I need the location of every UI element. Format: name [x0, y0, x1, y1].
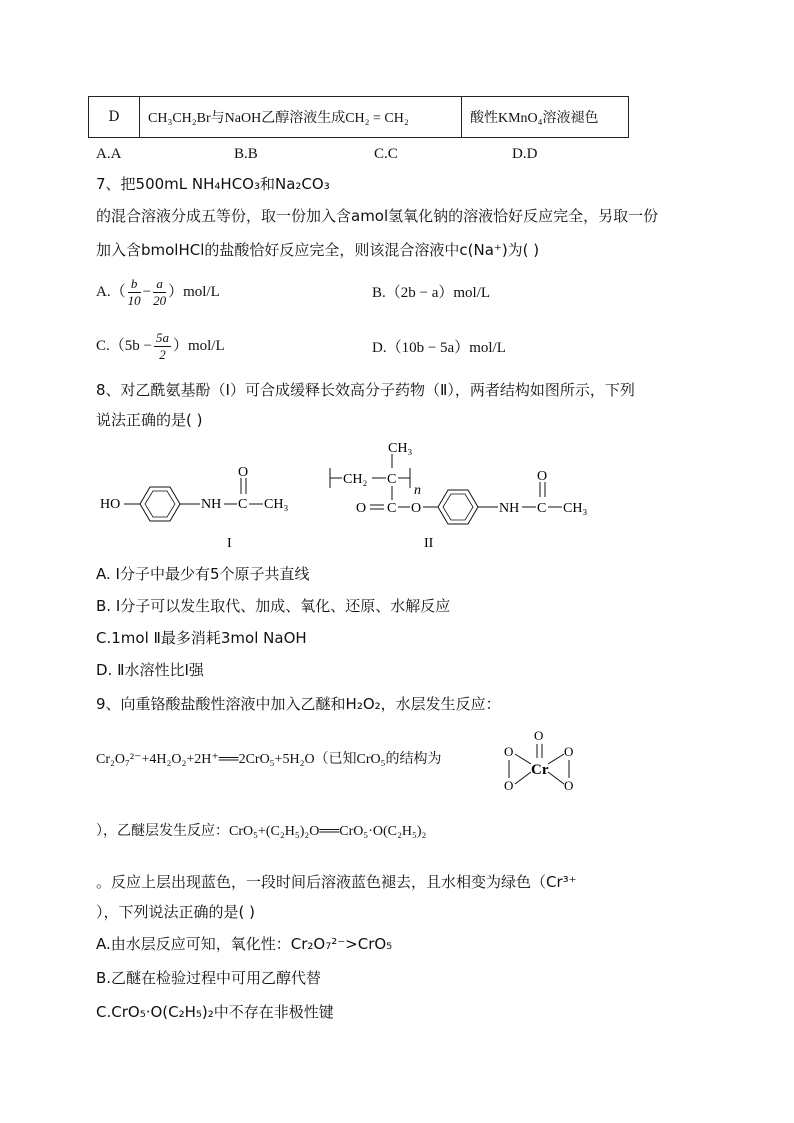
option-table — [88, 96, 629, 138]
struct-II-ch2: CH₂ — [343, 472, 368, 487]
struct-II-label: II — [424, 536, 434, 551]
q9-eq1: Cr₂O₇²⁻+4H₂O₂+2H⁺══2CrO₅+5H₂O（已知CrO₅的结构为 — [96, 752, 442, 767]
benzene-ring — [438, 490, 478, 524]
cro5-o: O — [564, 778, 574, 793]
bond — [515, 772, 531, 784]
struct-I-label: I — [227, 536, 232, 551]
cro5-o: O — [504, 778, 514, 793]
fraction-numerator: b — [128, 276, 141, 293]
fraction-5a-2 — [154, 330, 171, 363]
struct-II-o-link: O — [411, 501, 422, 516]
row-result: 酸性KMnO₄溶液褪色 — [462, 97, 629, 138]
q7-option-c-suffix: ）mol/L — [172, 338, 225, 354]
q9-eq2: ），乙醚层发生反应：CrO₅+(C₂H₅)₂O══CrO₅·O(C₂H₅)₂ — [96, 824, 427, 839]
benzene-ring — [140, 487, 180, 521]
struct-II-c3: C — [537, 501, 547, 516]
bond — [548, 754, 564, 764]
cro5-o: O — [504, 744, 514, 759]
row-reaction: CH₃CH₂Br与NaOH乙醇溶液生成CH₂ = CH₂ — [140, 97, 462, 138]
struct-II-ch3-top: CH₃ — [388, 441, 413, 456]
struct-II-ch3: CH₃ — [563, 501, 588, 516]
cro5-cr: Cr — [531, 762, 549, 778]
prev-option-c: C.C — [374, 146, 398, 162]
q9-option-a: A.由水层反应可知，氧化性：Cr₂O₇²⁻>CrO₅ — [96, 935, 393, 953]
q7-option-c — [96, 328, 225, 364]
fraction-b-10 — [128, 276, 141, 309]
struct-II-nh: NH — [499, 501, 520, 516]
struct-I-ho: HO — [100, 497, 121, 512]
q8-option-d: D. Ⅱ水溶性比Ⅰ强 — [96, 661, 204, 679]
row-label: D — [89, 97, 140, 138]
q8-line2: 说法正确的是( ) — [96, 411, 203, 429]
struct-II-c2: C — [387, 501, 397, 516]
q7-option-a-prefix: A.（ — [96, 284, 126, 300]
cro5-structure-diagram — [500, 726, 590, 798]
struct-I-ch3: CH₃ — [264, 497, 289, 512]
struct-I-nh: NH — [201, 497, 222, 512]
q7-option-d: D.（10b − 5a）mol/L — [372, 340, 506, 356]
q9-line5: ），下列说法正确的是( ) — [96, 903, 255, 921]
cro5-o: O — [534, 728, 544, 743]
q7-option-b: B.（2b − a）mol/L — [372, 285, 491, 301]
fraction-denominator: 2 — [159, 347, 166, 363]
benzene-ring-inner — [443, 494, 473, 520]
benzene-ring-inner — [145, 491, 175, 517]
fraction-numerator: 5a — [155, 330, 169, 346]
minus-sign: − — [142, 284, 152, 300]
q8-option-c: C.1mol Ⅱ最多消耗3mol NaOH — [96, 629, 307, 647]
bond — [548, 772, 564, 784]
struct-II-c: C — [387, 472, 397, 487]
fraction-denominator: 20 — [153, 293, 167, 309]
prev-option-d: D.D — [512, 146, 538, 162]
structure-II-diagram — [322, 440, 612, 552]
fraction-denominator: 10 — [127, 293, 141, 309]
q7-line2: 的混合溶液分成五等份，取一份加入含amol氢氧化钠的溶液恰好反应完全，另取一份 — [96, 207, 659, 225]
struct-II-n: n — [414, 483, 421, 498]
q9-option-b: B.乙醚在检验过程中可用乙醇代替 — [96, 969, 322, 987]
q7-option-a — [96, 274, 220, 310]
q8-option-b: B. Ⅰ分子可以发生取代、加成、氧化、还原、水解反应 — [96, 597, 451, 615]
table-row — [89, 97, 629, 138]
struct-I-c: C — [238, 497, 248, 512]
struct-II-o-left: O — [356, 501, 367, 516]
q9-line1: 9、向重铬酸盐酸性溶液中加入乙醚和H₂O₂，水层发生反应： — [96, 695, 501, 713]
structure-I-diagram — [96, 462, 306, 552]
q8-option-a: A. Ⅰ分子中最少有5个原子共直线 — [96, 565, 310, 583]
fraction-a-20 — [153, 276, 166, 309]
q7-line3: 加入含bmolHCl的盐酸恰好反应完全，则该混合溶液中c(Na⁺)为( ) — [96, 241, 540, 259]
struct-I-o: O — [238, 465, 249, 480]
prev-option-a: A.A — [96, 146, 122, 162]
prev-option-b: B.B — [234, 146, 258, 162]
cro5-o: O — [564, 744, 574, 759]
q8-line1: 8、对乙酰氨基酚（Ⅰ）可合成缓释长效高分子药物（Ⅱ），两者结构如图所示，下列 — [96, 381, 635, 399]
q7-option-a-suffix: ）mol/L — [168, 284, 220, 300]
q7-option-c-prefix: C.（5b − — [96, 338, 152, 354]
fraction-numerator: a — [153, 276, 166, 293]
q7-line1: 7、把500mL NH₄HCO₃和Na₂CO₃ — [96, 175, 330, 193]
struct-II-o-top: O — [537, 469, 548, 484]
q9-line4: 。反应上层出现蓝色，一段时间后溶液蓝色褪去，且水相变为绿色（Cr³⁺ — [96, 873, 577, 891]
bond — [515, 754, 531, 764]
q9-option-c: C.CrO₅·O(C₂H₅)₂中不存在非极性键 — [96, 1003, 334, 1021]
